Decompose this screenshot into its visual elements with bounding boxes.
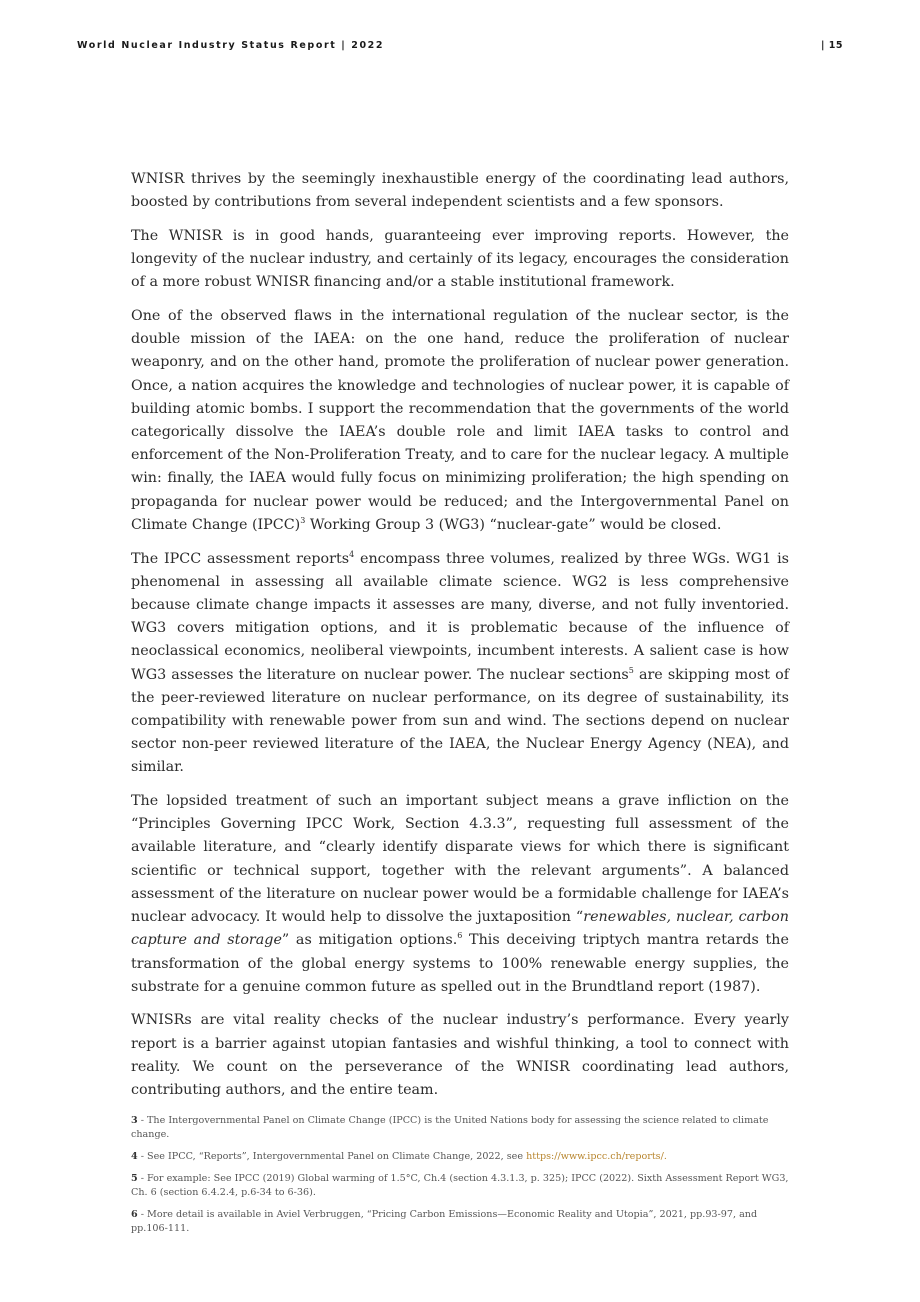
footnote-ref[interactable]: 3 xyxy=(300,516,306,526)
footnote: 3 - The Intergovernmental Panel on Climate Change (IPCC) is the United Nations body for assessing the science related to climate change. xyxy=(131,1115,769,1140)
report-title: World Nuclear Industry Status Report | 2022 xyxy=(77,40,385,51)
reports-link[interactable]: https://www.ipcc.ch/reports/. xyxy=(526,1151,667,1162)
footnote-number: 3 xyxy=(131,1115,138,1126)
paragraph: One of the observed flaws in the international regulation of the nuclear sector, is the double mission of the IAEA: on the one hand, reduce the proliferation of nuclear weaponry, and on the other hand, promote the proliferation of nuclear power generation. Once, a nation acquires the knowledge and technologies of nuclear power, it is capable of building atomic bombs. I support the recommendation that the governments of the world categorically dissolve the IAEA’s double role and limit IAEA tasks to control and enforcement of the Non-Proliferation Treaty, and to care for the nuclear legacy. A multiple win: finally, the IAEA would fully focus on minimizing proliferation; the high spending on propaganda for nuclear power would be reduced; and the Intergovernmental Panel on Climate Change (IPCC)$^3$ Working Group 3 (WG3) “nuclear-gate” would be closed. xyxy=(131,308,789,533)
footnote: 6 - More detail is available in Aviel Verbruggen, “Pricing Carbon Emissions—Economic Reality and Utopia”, 2021, pp.93-97, and pp.106-111. xyxy=(131,1209,758,1234)
footnote: 5 - For example: See IPCC (2019) Global warming of 1.5°C, Ch.4 (section 4.3.1.3, p. 325); IPCC (2022). Sixth Assessment Report WG3, Ch. 6 (section 6.4.2.4, p.6-34 to 6-36). xyxy=(131,1173,789,1198)
italic-phrase: renewables, nuclear, carbon capture and storage xyxy=(131,909,789,949)
page-header xyxy=(77,40,843,51)
footnote-ref[interactable]: 4 xyxy=(349,549,355,559)
footnote-number: 4 xyxy=(131,1151,138,1162)
paragraph: The lopsided treatment of such an important subject means a grave infliction on the “Principles Governing IPCC Work, Section 4.3.3”, requesting full assessment of the available literature, and “clearly identify disparate views for which there is significant scientific or technical support, together with the relevant arguments”. A balanced assessment of the literature on nuclear power would be a formidable challenge for IAEA’s nuclear advocacy. It would help to dissolve the juxtaposition “renewables, nuclear, carbon capture and storage” as mitigation options.$^6$ This deceiving triptych mantra retards the transformation of the global energy systems to 100% renewable energy supplies, the substrate for a genuine common future as spelled out in the Brundtland report (1987). xyxy=(131,793,789,995)
footnote-ref[interactable]: 6 xyxy=(457,931,463,941)
footnote-number: 6 xyxy=(131,1209,138,1220)
paragraph: The WNISR is in good hands, guaranteeing ever improving reports. However, the longevity of the nuclear industry, and certainly of its legacy, encourages the consideration of a more robust WNISR financing and/or a stable institutional framework. xyxy=(131,227,789,291)
paragraph: WNISR thrives by the seemingly inexhaustible energy of the coordinating lead authors, boosted by contributions from several independent scientists and a few sponsors. xyxy=(131,171,789,211)
paragraph: The IPCC assessment reports$^4$ encompass three volumes, realized by three WGs. WG1 is phenomenal in assessing all available climate science. WG2 is less comprehensive because climate change impacts it assesses are many, diverse, and not fully inventoried. WG3 covers mitigation options, and it is problematic because of the influence of neoclassical economics, neoliberal viewpoints, incumbent interests. A salient case is how WG3 assesses the literature on nuclear power. The nuclear sections$^5$ are skipping most of the peer-reviewed literature on nuclear performance, on its degree of sustainability, its compatibility with renewable power from sun and wind. The sections depend on nuclear sector non-peer reviewed literature of the IAEA, the Nuclear Energy Agency (NEA), and similar. xyxy=(131,549,789,776)
footnote-number: 5 xyxy=(131,1173,138,1184)
paragraph: WNISRs are vital reality checks of the nuclear industry’s performance. Every yearly report is a barrier against utopian fantasies and wishful thinking, a tool to connect with reality. We count on the perseverance of the WNISR coordinating lead authors, contributing authors, and the entire team. xyxy=(131,1012,789,1099)
body-text xyxy=(131,168,789,1113)
footnote-ref[interactable]: 5 xyxy=(628,665,634,675)
page-number: | 15 xyxy=(821,40,843,51)
footnote: 4 - See IPCC, “Reports”, Intergovernmental Panel on Climate Change, 2022, see https://www.ipcc.ch/reports/. xyxy=(131,1151,667,1162)
footnotes xyxy=(131,1114,789,1244)
